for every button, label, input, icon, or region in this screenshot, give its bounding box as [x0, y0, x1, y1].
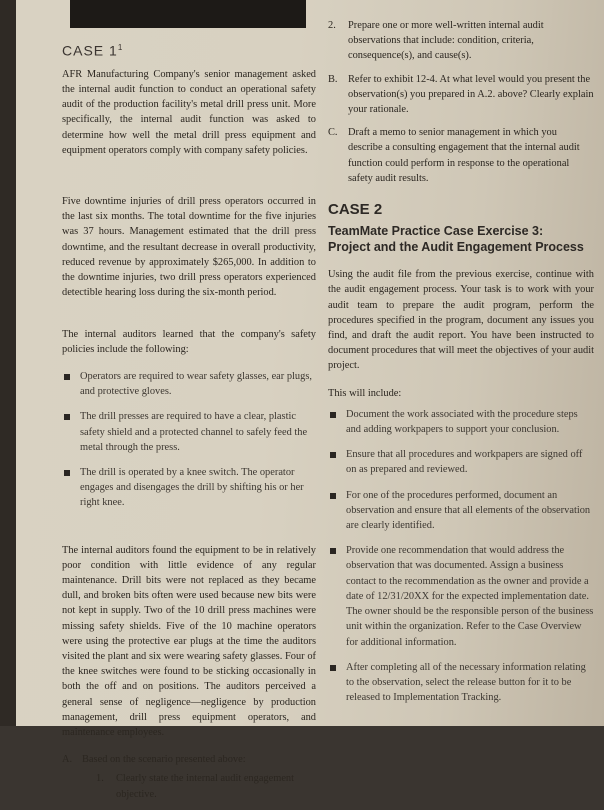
case1-intro: AFR Manufacturing Company's senior management asked the internal audit function to conduct an operational safety audit of the production facility's metal drill press unit. More specifically, the internal audit function was asked to determine how well the metal drill press equipment and equipment operators comply with company safety policies. — [62, 68, 316, 156]
include-item: Ensure that all procedures and workpapers are signed off on as prepared and reviewed. — [328, 447, 594, 477]
include-intro: This will include: — [328, 387, 402, 399]
include-item: Provide one recommendation that would address the observation that was documented. Assign a business contact to the recommendation as the owner and provide a date of 12/31/20XX for the expected implementation date. The owner should be the responsible person of the business unit within the organization. Refer to the Case Overview for additional information. — [328, 543, 594, 649]
question-a-text: Based on the scenario presented above: — [82, 754, 246, 766]
question-a-label: A. — [62, 754, 73, 766]
question-a1 — [82, 771, 316, 801]
case1-heading: CASE $1^1$ — [62, 42, 124, 59]
top-dark-band — [70, 0, 306, 28]
policy-item: The drill is operated by a knee switch. The operator engages and disengages the drill by shifting his or her right knee. — [62, 465, 316, 511]
policy-item: Operators are required to wear safety glasses, ear plugs, and protective gloves. — [62, 369, 316, 399]
question-a — [62, 752, 316, 802]
teammate-exercise-title — [328, 223, 594, 255]
question-c-label: C. — [328, 127, 338, 139]
include-item: After completing all of the necessary information relating to the observation, select the release button for it to be released to Implementation Tracking. — [328, 660, 594, 706]
question-b — [328, 72, 594, 118]
case2-heading: CASE 2 — [328, 201, 383, 219]
left-column — [62, 30, 316, 810]
teammate-title-line2: Project and the Audit Engagement Process — [328, 240, 584, 255]
include-item: Document the work associated with the procedure steps and adding workpapers to support your conclusion. — [328, 407, 594, 437]
page-edge-shadow — [0, 0, 16, 726]
question-c — [328, 125, 594, 186]
include-list — [328, 407, 594, 705]
include-item: For one of the procedures performed, document an observation and ensure that all elements of the observation are clearly identified. — [328, 488, 594, 534]
question-a1-text: Clearly state the internal audit engagement objective. — [116, 773, 295, 800]
right-column — [328, 18, 594, 715]
case1-footnote-marker: 1 — [117, 43, 124, 52]
question-a1-label: 1. — [96, 773, 104, 785]
case1-injuries: Five downtime injuries of drill press operators occurred in the last six months. The total downtime for the five injuries was 37 hours. Management estimated that the drill press downtime, and the resultant decrease in overall productivity, reduced revenue by approximately $265,000. In addition to the downtime injuries, two drill press operators experienced detectible hearing loss during the six-month period. — [62, 196, 316, 299]
case2-body: Using the audit file from the previous exercise, continue with the audit engagement process. Your task is to work with your audit team to prepare the audit program, perform the procedures specified in the program, document any issues you find, and draft the audit report. You have been instructed to document procedures that will meet the objectives of your audit project. — [328, 269, 594, 372]
policies-intro: The internal auditors learned that the company's safety policies include the following: — [62, 328, 316, 355]
question-a2-label: 2. — [328, 20, 336, 31]
question-b-label: B. — [328, 73, 338, 85]
teammate-title-line1: TeamMate Practice Case Exercise 3: — [328, 224, 544, 239]
policies-list — [62, 369, 316, 511]
question-a2-text: Prepare one or more well-written internal audit observations that include: condition, criteria, consequence(s), and cause(s). — [348, 20, 544, 62]
question-c-text: Draft a memo to senior management in which you describe a consulting engagement that the internal audit function could perform in response to the operational safety audit results. — [348, 127, 580, 184]
case1-findings: The internal auditors found the equipment to be in relatively poor condition with little evidence of any regular maintenance. Drill bits were not replaced as they became dull, and broken bits often were used because new bits were not kept in supply. Two of the 10 drill press machines were missing safety shields. Five of the 10 machine operators were using the protective ear plugs at the time the auditors visited the plant and six were wearing safety glasses. Four of the knee switches were found to be sticking occasionally in both the off and on positions. The auditors perceived a general sense of negligence—negligence by production management, drill press equipment operators, and maintenance employees. — [62, 544, 316, 738]
question-a2 — [328, 18, 594, 64]
policy-item: The drill presses are required to have a clear, plastic safety shield and a protected channel to safely feed the metal through the press. — [62, 409, 316, 455]
question-b-text: Refer to exhibit 12-4. At what level would you present the observation(s) you prepared in A.2. above? Clearly explain your rationale. — [348, 73, 594, 116]
